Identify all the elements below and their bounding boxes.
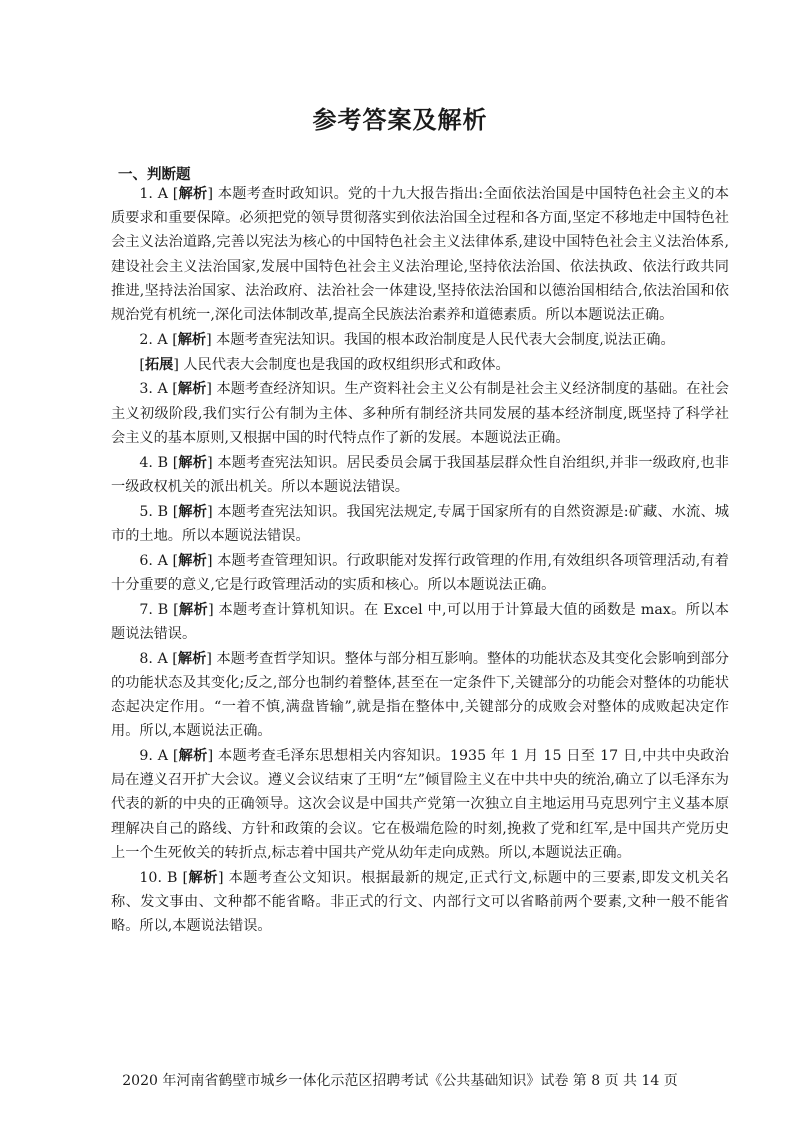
item-lead: 10. B [ — [139, 869, 189, 886]
item-tag: 解析 — [177, 331, 207, 348]
item-tag: 解析 — [178, 186, 208, 202]
answer-item-7 — [111, 598, 729, 646]
page-title: 参考答案及解析 — [312, 106, 488, 134]
answer-item-2 — [111, 328, 729, 352]
item-tag: 解析 — [177, 650, 207, 667]
answer-item-4 — [111, 451, 729, 499]
answer-item-3 — [111, 377, 729, 450]
answer-item-6 — [111, 549, 729, 597]
item-text: ] 本题考查毛泽东思想相关内容知识。1935 年 1 月 15 日至 17 日,中共中央政治局在遵义召开扩大会议。遵义会议结束了王明“左”倾冒险主义在中共中央的统治,确立了以毛泽东为代表的新的中央的正确领导。这次会议是中国共产党第一次独立自主地运用马克思列宁主义基本原理解决自己的路线、方针和政策的会议。它在极端危险的时刻,挽救了党和红军,是中国共产党历史上一个生死攸关的转折点,标志着中国共产党从幼年走向成熟。所以,本题说法正确。 — [111, 748, 729, 861]
item-lead: 6. A [ — [139, 552, 179, 569]
item-lead: 5. B [ — [139, 503, 179, 520]
extension-note — [111, 353, 729, 377]
item-text: ] 本题考查宪法知识。我国宪法规定,专属于国家所有的自然资源是:矿藏、水流、城市的土地。所以本题说法错误。 — [111, 503, 729, 544]
section-heading: 一、判断题 — [118, 167, 191, 183]
item-text: ] 本题考查哲学知识。整体与部分相互影响。整体的功能状态及其变化会影响到部分的功能状态及其变化;反之,部分也制约着整体,甚至在一定条件下,关键部分的功能会对整体的功能状态起决定作用。“一着不慎,满盘皆输”,就是指在整体中,关键部分的成败会对整体的成败起决定作用。所以,本题说法正确。 — [111, 650, 729, 740]
answer-item-8 — [111, 647, 729, 744]
item-text: ] 本题考查宪法知识。居民委员会属于我国基层群众性自治组织,并非一级政府,也非一级政权机关的派出机关。所以本题说法错误。 — [111, 454, 729, 495]
item-text: ] 本题考查经济知识。生产资料社会主义公有制是社会主义经济制度的基础。在社会主义初级阶段,我们实行公有制为主体、多种所有制经济共同发展的基本经济制度,既坚持了科学社会主义的基本原则,又根据中国的时代特点作了新的发展。本题说法正确。 — [111, 381, 729, 446]
item-tag: 解析 — [178, 748, 208, 765]
item-lead: 1. A [ — [139, 186, 179, 202]
item-lead: 4. B [ — [139, 454, 179, 471]
item-tag: 拓展 — [144, 356, 174, 373]
item-tag: 解析 — [188, 869, 218, 886]
answer-list — [111, 182, 729, 939]
item-text: ] 本题考查宪法知识。我国的根本政治制度是人民代表大会制度,说法正确。 — [206, 331, 675, 348]
item-lead: 3. A [ — [139, 381, 178, 398]
item-lead: 7. B [ — [139, 601, 179, 618]
item-lead: [ — [139, 356, 145, 373]
item-lead: 9. A [ — [139, 748, 179, 765]
item-tag: 解析 — [178, 503, 208, 520]
answer-item-5 — [111, 500, 729, 548]
item-lead: 2. A [ — [139, 331, 178, 348]
item-text: ] 人民代表大会制度也是我国的政权组织形式和政体。 — [173, 356, 510, 373]
item-tag: 解析 — [178, 454, 208, 471]
item-text: ] 本题考查时政知识。党的十九大报告指出:全面依法治国是中国特色社会主义的本质要求和重要保障。必须把党的领导贯彻落实到依法治国全过程和各方面,坚定不移地走中国特色社会主义法治道路,完善以宪法为核心的中国特色社会主义法律体系,建设中国特色社会主义法治体系,建设社会主义法治国家,发展中国特色社会主义法治理论,坚持依法治国、依法执政、依法行政共同推进,坚持法治国家、法治政府、法治社会一体建设,坚持依法治国和以德治国相结合,依法治国和依规治党有机统一,深化司法体制改革,提高全民族法治素养和道德素质。所以本题说法正确。 — [111, 186, 729, 324]
answer-item-1 — [111, 182, 729, 327]
item-tag: 解析 — [178, 601, 209, 618]
item-text: ] 本题考查公文知识。根据最新的规定,正式行文,标题中的三要素,即发文机关名称、发文事由、文种都不能省略。非正式的行文、内部行文可以省略前两个要素,文种一般不能省略。所以,本题说法错误。 — [111, 869, 729, 935]
item-tag: 解析 — [178, 552, 207, 569]
page-footer: 2020 年河南省鹤壁市城乡一体化示范区招聘考试《公共基础知识》试卷 第 8 页 共 14 页 — [122, 1073, 678, 1089]
item-lead: 8. A [ — [139, 650, 178, 667]
item-text: ] 本题考查管理知识。行政职能对发挥行政管理的作用,有效组织各项管理活动,有着十分重要的意义,它是行政管理活动的实质和核心。所以本题说法正确。 — [111, 552, 729, 593]
answer-item-9 — [111, 744, 729, 865]
item-text: ] 本题考查计算机知识。在 Excel 中,可以用于计算最大值的函数是 max。所以本题说法错误。 — [111, 601, 729, 642]
answer-item-10 — [111, 866, 729, 939]
item-tag: 解析 — [177, 381, 207, 398]
